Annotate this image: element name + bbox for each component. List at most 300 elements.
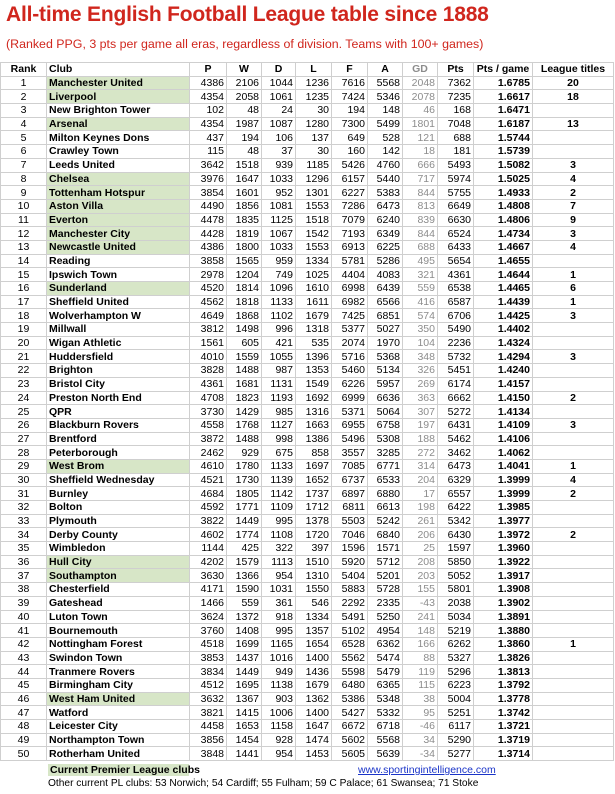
lost-cell: 1697	[296, 459, 332, 473]
goal-difference-cell: 95	[403, 706, 438, 720]
points-cell: 168	[438, 104, 474, 118]
league-titles-cell: 2	[533, 391, 614, 405]
points-cell: 5451	[438, 364, 474, 378]
won-cell: 1449	[227, 514, 262, 528]
drawn-cell: 1108	[262, 528, 296, 542]
table-row	[1, 665, 614, 679]
points-per-game-cell: 1.3721	[474, 720, 533, 734]
points-per-game-cell: 1.4157	[474, 377, 533, 391]
drawn-cell: 1061	[262, 90, 296, 104]
rank-cell: 49	[1, 733, 47, 747]
points-per-game-cell: 1.4062	[474, 446, 533, 460]
league-titles-cell: 18	[533, 90, 614, 104]
lost-cell: 1362	[296, 692, 332, 706]
goal-difference-cell: 198	[403, 501, 438, 515]
lost-cell: 1235	[296, 90, 332, 104]
drawn-cell: 1142	[262, 487, 296, 501]
league-titles-cell: 3	[533, 418, 614, 432]
goals-for-cell: 1596	[332, 542, 368, 556]
goals-against-cell: 5242	[368, 514, 403, 528]
lost-cell: 1553	[296, 199, 332, 213]
drawn-cell: 1127	[262, 418, 296, 432]
table-row	[1, 720, 614, 734]
goals-against-cell: 5348	[368, 692, 403, 706]
table-row	[1, 364, 614, 378]
points-per-game-cell: 1.3742	[474, 706, 533, 720]
rank-cell: 23	[1, 377, 47, 391]
goals-against-cell: 5332	[368, 706, 403, 720]
club-cell: Blackburn Rovers	[47, 418, 190, 432]
played-cell: 4562	[190, 295, 227, 309]
points-cell: 6430	[438, 528, 474, 542]
won-cell: 1367	[227, 692, 262, 706]
club-cell: Leicester City	[47, 720, 190, 734]
drawn-cell: 1109	[262, 501, 296, 515]
won-cell: 1987	[227, 117, 262, 131]
goals-against-cell: 6840	[368, 528, 403, 542]
league-titles-cell	[533, 542, 614, 556]
lost-cell: 1400	[296, 706, 332, 720]
rank-cell: 2	[1, 90, 47, 104]
goal-difference-cell: 495	[403, 254, 438, 268]
points-cell: 5490	[438, 323, 474, 337]
drawn-cell: 939	[262, 158, 296, 172]
played-cell: 4684	[190, 487, 227, 501]
goal-difference-cell: 34	[403, 733, 438, 747]
played-cell: 3812	[190, 323, 227, 337]
won-cell: 1699	[227, 637, 262, 651]
points-per-game-cell: 1.3719	[474, 733, 533, 747]
goals-for-cell: 3557	[332, 446, 368, 460]
played-cell: 3853	[190, 651, 227, 665]
league-titles-cell: 1	[533, 459, 614, 473]
goal-difference-cell: -34	[403, 747, 438, 761]
drawn-cell: 1044	[262, 76, 296, 90]
goal-difference-cell: 18	[403, 145, 438, 159]
league-titles-cell	[533, 104, 614, 118]
goals-against-cell: 6473	[368, 199, 403, 213]
played-cell: 4490	[190, 199, 227, 213]
header-points: Pts	[438, 63, 474, 77]
won-cell: 1774	[227, 528, 262, 542]
table-row	[1, 282, 614, 296]
points-per-game-cell: 1.4402	[474, 323, 533, 337]
goals-against-cell: 6362	[368, 637, 403, 651]
table-row	[1, 227, 614, 241]
lost-cell: 1334	[296, 254, 332, 268]
points-per-game-cell: 1.4294	[474, 350, 533, 364]
goals-for-cell: 5491	[332, 610, 368, 624]
club-cell: Chesterfield	[47, 583, 190, 597]
goal-difference-cell: 115	[403, 678, 438, 692]
table-row	[1, 145, 614, 159]
club-cell: QPR	[47, 405, 190, 419]
goals-for-cell: 5605	[332, 747, 368, 761]
goal-difference-cell: 155	[403, 583, 438, 597]
played-cell: 437	[190, 131, 227, 145]
won-cell: 1780	[227, 459, 262, 473]
played-cell: 2462	[190, 446, 227, 460]
played-cell: 3854	[190, 186, 227, 200]
points-cell: 181	[438, 145, 474, 159]
club-cell: Rotherham United	[47, 747, 190, 761]
goals-for-cell: 194	[332, 104, 368, 118]
table-row	[1, 350, 614, 364]
points-cell: 6587	[438, 295, 474, 309]
goals-against-cell: 5308	[368, 432, 403, 446]
league-titles-cell	[533, 610, 614, 624]
league-titles-cell	[533, 145, 614, 159]
header-lost: L	[296, 63, 332, 77]
won-cell: 1805	[227, 487, 262, 501]
table-row	[1, 569, 614, 583]
rank-cell: 26	[1, 418, 47, 432]
table-row	[1, 747, 614, 761]
won-cell: 1408	[227, 624, 262, 638]
rank-cell: 31	[1, 487, 47, 501]
points-per-game-cell: 1.3922	[474, 555, 533, 569]
points-per-game-cell: 1.3999	[474, 473, 533, 487]
club-cell: Birmingham City	[47, 678, 190, 692]
points-per-game-cell: 1.3960	[474, 542, 533, 556]
goals-for-cell: 6999	[332, 391, 368, 405]
drawn-cell: 1087	[262, 117, 296, 131]
league-titles-cell: 1	[533, 295, 614, 309]
rank-cell: 14	[1, 254, 47, 268]
drawn-cell: 1138	[262, 678, 296, 692]
club-cell: Derby County	[47, 528, 190, 542]
rank-cell: 16	[1, 282, 47, 296]
table-row	[1, 678, 614, 692]
table-row	[1, 391, 614, 405]
table-row	[1, 240, 614, 254]
lost-cell: 1185	[296, 158, 332, 172]
header-goal-difference: GD	[403, 63, 438, 77]
table-row	[1, 104, 614, 118]
goals-for-cell: 6226	[332, 377, 368, 391]
league-titles-cell	[533, 569, 614, 583]
goal-difference-cell: 206	[403, 528, 438, 542]
points-cell: 6524	[438, 227, 474, 241]
rank-cell: 39	[1, 596, 47, 610]
rank-cell: 9	[1, 186, 47, 200]
lost-cell: 1712	[296, 501, 332, 515]
lost-cell: 1296	[296, 172, 332, 186]
table-row	[1, 487, 614, 501]
club-cell: Preston North End	[47, 391, 190, 405]
lost-cell: 1301	[296, 186, 332, 200]
drawn-cell: 361	[262, 596, 296, 610]
goals-for-cell: 6955	[332, 418, 368, 432]
rank-cell: 50	[1, 747, 47, 761]
played-cell: 4518	[190, 637, 227, 651]
table-row	[1, 514, 614, 528]
points-cell: 5327	[438, 651, 474, 665]
won-cell: 1498	[227, 323, 262, 337]
header-won: W	[227, 63, 262, 77]
points-cell: 5052	[438, 569, 474, 583]
table-row	[1, 323, 614, 337]
goals-against-cell: 2335	[368, 596, 403, 610]
points-cell: 6557	[438, 487, 474, 501]
played-cell: 2978	[190, 268, 227, 282]
goals-for-cell: 6982	[332, 295, 368, 309]
drawn-cell: 1113	[262, 555, 296, 569]
goals-for-cell: 5371	[332, 405, 368, 419]
drawn-cell: 322	[262, 542, 296, 556]
points-per-game-cell: 1.3880	[474, 624, 533, 638]
club-cell: Newcastle United	[47, 240, 190, 254]
rank-cell: 10	[1, 199, 47, 213]
league-titles-cell: 2	[533, 528, 614, 542]
league-titles-cell: 2	[533, 186, 614, 200]
goal-difference-cell: 326	[403, 364, 438, 378]
goal-difference-cell: 269	[403, 377, 438, 391]
drawn-cell: 421	[262, 336, 296, 350]
won-cell: 1565	[227, 254, 262, 268]
lost-cell: 1663	[296, 418, 332, 432]
points-per-game-cell: 1.3778	[474, 692, 533, 706]
points-per-game-cell: 1.4439	[474, 295, 533, 309]
goal-difference-cell: -46	[403, 720, 438, 734]
goals-against-cell: 5728	[368, 583, 403, 597]
points-cell: 6329	[438, 473, 474, 487]
table-row	[1, 583, 614, 597]
league-titles-cell	[533, 747, 614, 761]
goals-for-cell: 5920	[332, 555, 368, 569]
lost-cell: 1396	[296, 350, 332, 364]
won-cell: 1835	[227, 213, 262, 227]
points-per-game-cell: 1.3902	[474, 596, 533, 610]
league-titles-cell	[533, 446, 614, 460]
won-cell: 1814	[227, 282, 262, 296]
lost-cell: 1386	[296, 432, 332, 446]
drawn-cell: 954	[262, 569, 296, 583]
points-cell: 7235	[438, 90, 474, 104]
won-cell: 1429	[227, 405, 262, 419]
club-cell: Wigan Athletic	[47, 336, 190, 350]
points-cell: 6473	[438, 459, 474, 473]
rank-cell: 28	[1, 446, 47, 460]
lost-cell: 1679	[296, 678, 332, 692]
league-titles-cell	[533, 432, 614, 446]
points-cell: 1597	[438, 542, 474, 556]
points-cell: 5219	[438, 624, 474, 638]
league-titles-cell: 2	[533, 487, 614, 501]
points-cell: 6630	[438, 213, 474, 227]
won-cell: 1868	[227, 309, 262, 323]
goals-against-cell: 5479	[368, 665, 403, 679]
goals-against-cell: 6851	[368, 309, 403, 323]
rank-cell: 15	[1, 268, 47, 282]
header-club: Club	[47, 63, 190, 77]
points-cell: 3462	[438, 446, 474, 460]
table-row	[1, 432, 614, 446]
goal-difference-cell: 574	[403, 309, 438, 323]
goals-against-cell: 5568	[368, 76, 403, 90]
club-cell: Brentford	[47, 432, 190, 446]
league-titles-cell: 6	[533, 282, 614, 296]
played-cell: 3632	[190, 692, 227, 706]
goals-against-cell: 6533	[368, 473, 403, 487]
lost-cell: 1720	[296, 528, 332, 542]
table-row	[1, 76, 614, 90]
lost-cell: 1453	[296, 747, 332, 761]
goals-for-cell: 5598	[332, 665, 368, 679]
goals-against-cell: 3285	[368, 446, 403, 460]
goal-difference-cell: 188	[403, 432, 438, 446]
table-row	[1, 651, 614, 665]
league-titles-cell: 7	[533, 199, 614, 213]
rank-cell: 21	[1, 350, 47, 364]
drawn-cell: 1165	[262, 637, 296, 651]
won-cell: 1695	[227, 678, 262, 692]
lost-cell: 1652	[296, 473, 332, 487]
table-row	[1, 596, 614, 610]
league-titles-cell: 3	[533, 158, 614, 172]
goals-against-cell: 142	[368, 145, 403, 159]
played-cell: 4354	[190, 90, 227, 104]
won-cell: 1768	[227, 418, 262, 432]
goals-for-cell: 649	[332, 131, 368, 145]
league-titles-cell	[533, 555, 614, 569]
table-row	[1, 90, 614, 104]
goals-against-cell: 5712	[368, 555, 403, 569]
played-cell: 4386	[190, 240, 227, 254]
points-cell: 6706	[438, 309, 474, 323]
goal-difference-cell: 88	[403, 651, 438, 665]
league-titles-cell	[533, 405, 614, 419]
lost-cell: 1334	[296, 610, 332, 624]
club-cell: Tranmere Rovers	[47, 665, 190, 679]
drawn-cell: 928	[262, 733, 296, 747]
club-cell: Tottenham Hotspur	[47, 186, 190, 200]
played-cell: 4520	[190, 282, 227, 296]
league-titles-cell	[533, 678, 614, 692]
table-row	[1, 446, 614, 460]
won-cell: 1579	[227, 555, 262, 569]
goals-against-cell: 6439	[368, 282, 403, 296]
points-per-game-cell: 1.5744	[474, 131, 533, 145]
goals-against-cell: 5134	[368, 364, 403, 378]
points-per-game-cell: 1.3792	[474, 678, 533, 692]
lost-cell: 1318	[296, 323, 332, 337]
points-per-game-cell: 1.6471	[474, 104, 533, 118]
played-cell: 4458	[190, 720, 227, 734]
club-cell: Gateshead	[47, 596, 190, 610]
points-per-game-cell: 1.4806	[474, 213, 533, 227]
goals-for-cell: 7286	[332, 199, 368, 213]
club-cell: Manchester United	[47, 76, 190, 90]
goals-against-cell: 5027	[368, 323, 403, 337]
goal-difference-cell: 104	[403, 336, 438, 350]
rank-cell: 4	[1, 117, 47, 131]
lost-cell: 1310	[296, 569, 332, 583]
club-cell: Aston Villa	[47, 199, 190, 213]
goals-for-cell: 5102	[332, 624, 368, 638]
goals-against-cell: 528	[368, 131, 403, 145]
club-cell: Watford	[47, 706, 190, 720]
goals-against-cell: 4083	[368, 268, 403, 282]
played-cell: 3821	[190, 706, 227, 720]
points-cell: 5277	[438, 747, 474, 761]
won-cell: 1590	[227, 583, 262, 597]
rank-cell: 11	[1, 213, 47, 227]
won-cell: 1415	[227, 706, 262, 720]
drawn-cell: 1133	[262, 295, 296, 309]
played-cell: 3834	[190, 665, 227, 679]
league-titles-cell	[533, 501, 614, 515]
goals-for-cell: 6157	[332, 172, 368, 186]
points-per-game-cell: 1.5082	[474, 158, 533, 172]
goal-difference-cell: 666	[403, 158, 438, 172]
points-cell: 5493	[438, 158, 474, 172]
won-cell: 2058	[227, 90, 262, 104]
points-per-game-cell: 1.3860	[474, 637, 533, 651]
goal-difference-cell: 688	[403, 240, 438, 254]
goals-for-cell: 6737	[332, 473, 368, 487]
club-cell: Nottingham Forest	[47, 637, 190, 651]
points-per-game-cell: 1.5025	[474, 172, 533, 186]
rank-cell: 22	[1, 364, 47, 378]
rank-cell: 6	[1, 145, 47, 159]
lost-cell: 137	[296, 131, 332, 145]
rank-cell: 44	[1, 665, 47, 679]
rank-cell: 5	[1, 131, 47, 145]
league-titles-cell: 1	[533, 637, 614, 651]
table-row	[1, 501, 614, 515]
played-cell: 4649	[190, 309, 227, 323]
points-cell: 6433	[438, 240, 474, 254]
rank-cell: 33	[1, 514, 47, 528]
drawn-cell: 106	[262, 131, 296, 145]
rank-cell: 34	[1, 528, 47, 542]
lost-cell: 30	[296, 145, 332, 159]
rank-cell: 30	[1, 473, 47, 487]
goals-against-cell: 6758	[368, 418, 403, 432]
table-row	[1, 733, 614, 747]
won-cell: 2106	[227, 76, 262, 90]
points-cell: 6662	[438, 391, 474, 405]
points-cell: 2038	[438, 596, 474, 610]
drawn-cell: 903	[262, 692, 296, 706]
goals-against-cell: 6636	[368, 391, 403, 405]
played-cell: 1144	[190, 542, 227, 556]
goals-for-cell: 5781	[332, 254, 368, 268]
rank-cell: 27	[1, 432, 47, 446]
league-titles-cell: 13	[533, 117, 614, 131]
header-league-titles: League titles	[533, 63, 614, 77]
drawn-cell: 1067	[262, 227, 296, 241]
lost-cell: 1280	[296, 117, 332, 131]
rank-cell: 43	[1, 651, 47, 665]
won-cell: 1437	[227, 651, 262, 665]
lost-cell: 1737	[296, 487, 332, 501]
table-row	[1, 131, 614, 145]
points-per-game-cell: 1.3972	[474, 528, 533, 542]
lost-cell: 1510	[296, 555, 332, 569]
league-titles-cell	[533, 733, 614, 747]
points-cell: 5462	[438, 432, 474, 446]
goals-for-cell: 7616	[332, 76, 368, 90]
page-subtitle: (Ranked PPG, 3 pts per game all eras, regardless of division. Teams with 100+ games)	[6, 37, 484, 51]
website-link[interactable]: www.sportingintelligence.com	[358, 764, 496, 776]
club-cell: Burnley	[47, 487, 190, 501]
club-cell: Bristol City	[47, 377, 190, 391]
points-cell: 5801	[438, 583, 474, 597]
won-cell: 48	[227, 145, 262, 159]
goals-for-cell: 5716	[332, 350, 368, 364]
